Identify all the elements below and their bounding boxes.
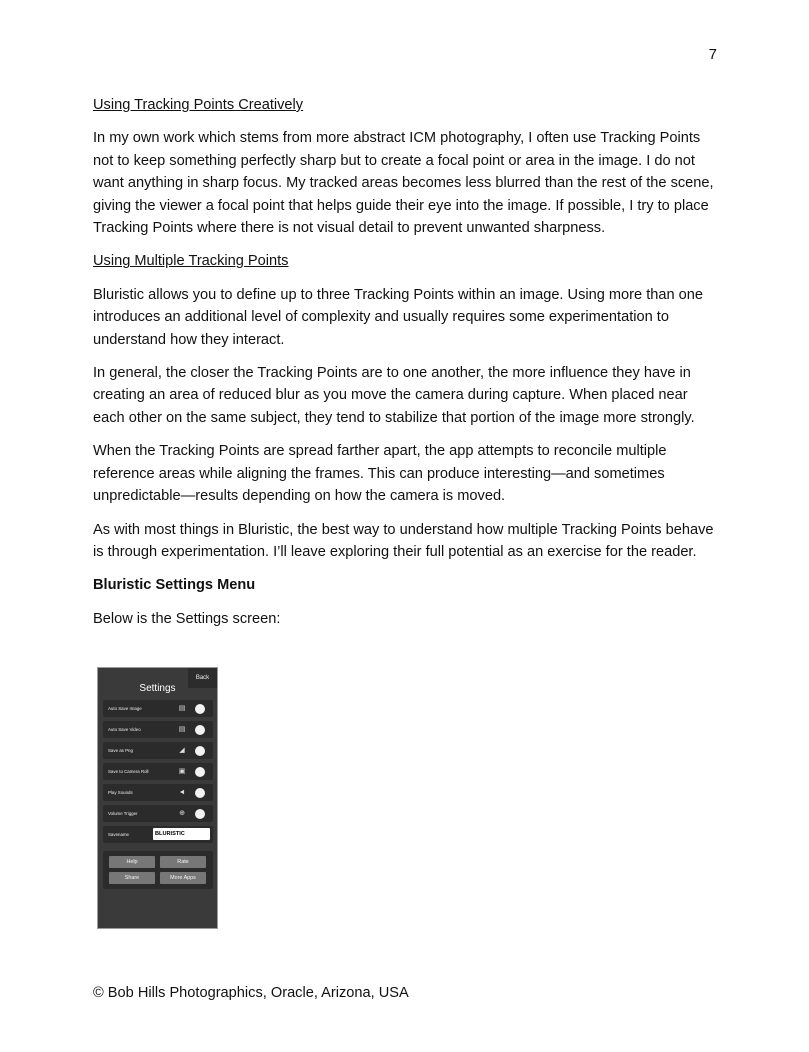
settings-row-label: Play Sounds	[108, 790, 133, 795]
section-heading-multiple-tracking: Using Multiple Tracking Points	[93, 253, 289, 270]
toggle-switch	[195, 809, 205, 819]
settings-row-label: Auto Save Image	[108, 706, 142, 711]
paragraph-multiple-tracking-3: When the Tracking Points are spread farther apart, the app attempts to reconcile multiple reference areas while aligning the frames. This can produce interesting—and sometimes unpredictable—results depending on how the camera is moved.	[93, 443, 667, 505]
section-heading-settings-menu: Bluristic Settings Menu	[93, 577, 256, 594]
page-footer: © Bob Hills Photographics, Oracle, Arizona, USA	[93, 985, 409, 1001]
settings-title: Settings	[139, 683, 176, 694]
share-button: Share	[109, 872, 155, 884]
toggle-switch	[195, 767, 205, 777]
settings-row-play-sounds	[103, 784, 213, 801]
paragraph-tracking-creatively: In my own work which stems from more abstract ICM photography, I often use Tracking Points not to keep something perfectly sharp but to create a focal point or area in the image. I do not want anything in sharp focus. My tracked areas becomes less blurred than the rest of the scene, giving the viewer a focal point that helps guide their eye into the image. If possible, I try to place Tracking Points where there is not visual detail to prevent unwanted sharpness.	[93, 130, 714, 237]
toggle-switch	[195, 746, 205, 756]
document-body	[93, 94, 715, 641]
back-button: Back	[188, 668, 217, 688]
settings-row-auto-save-image	[103, 700, 213, 717]
settings-row-label: Save to Camera Roll	[108, 769, 149, 774]
video-save-icon: ▤	[178, 726, 186, 733]
page-number: 7	[708, 46, 717, 63]
toggle-switch	[195, 704, 205, 714]
settings-row-label: Volume Trigger	[108, 811, 138, 816]
rate-button: Rate	[160, 856, 206, 868]
settings-row-label: Auto Save Video	[108, 727, 141, 732]
settings-row-auto-save-video	[103, 721, 213, 738]
settings-row-save-to-camera-roll	[103, 763, 213, 780]
speaker-icon: ◄	[178, 789, 186, 796]
savename-label: Savename	[108, 832, 129, 837]
png-file-icon: ◢	[179, 747, 185, 754]
section-heading-tracking-creatively: Using Tracking Points Creatively	[93, 97, 304, 113]
paragraph-multiple-tracking-1: Bluristic allows you to define up to three Tracking Points within an image. Using more than one introduces an additional level of complexity and usually requires some experimentation to understand how they interact.	[93, 286, 704, 348]
settings-row-label: Save as Png	[108, 748, 133, 753]
settings-row-volume-trigger	[103, 805, 213, 822]
plus-circle-icon: ⊕	[179, 810, 185, 817]
help-button: Help	[109, 856, 155, 868]
paragraph-settings-intro: Below is the Settings screen:	[93, 610, 281, 627]
image-save-icon: ▤	[178, 705, 186, 712]
camera-roll-icon: ▣	[178, 768, 186, 775]
toggle-switch	[195, 788, 205, 798]
settings-row-save-as-png	[103, 742, 213, 759]
paragraph-multiple-tracking-2: In general, the closer the Tracking Points are to one another, the more influence they have in creating an area of reduced blur as you move the camera during capture. When placed near each other on the same subject, they tend to stabilize that portion of the image more strongly.	[93, 365, 695, 426]
savename-field: BLURISTIC	[153, 828, 210, 840]
toggle-switch	[195, 725, 205, 735]
settings-row-savename	[103, 826, 213, 843]
paragraph-multiple-tracking-4: As with most things in Bluristic, the best way to understand how multiple Tracking Points behave is through experimentation. I’ll leave exploring their full potential as an exercise for the reader.	[93, 521, 714, 560]
settings-button-panel	[103, 851, 213, 889]
settings-screenshot	[97, 667, 218, 929]
more-apps-button: More Apps	[160, 872, 206, 884]
